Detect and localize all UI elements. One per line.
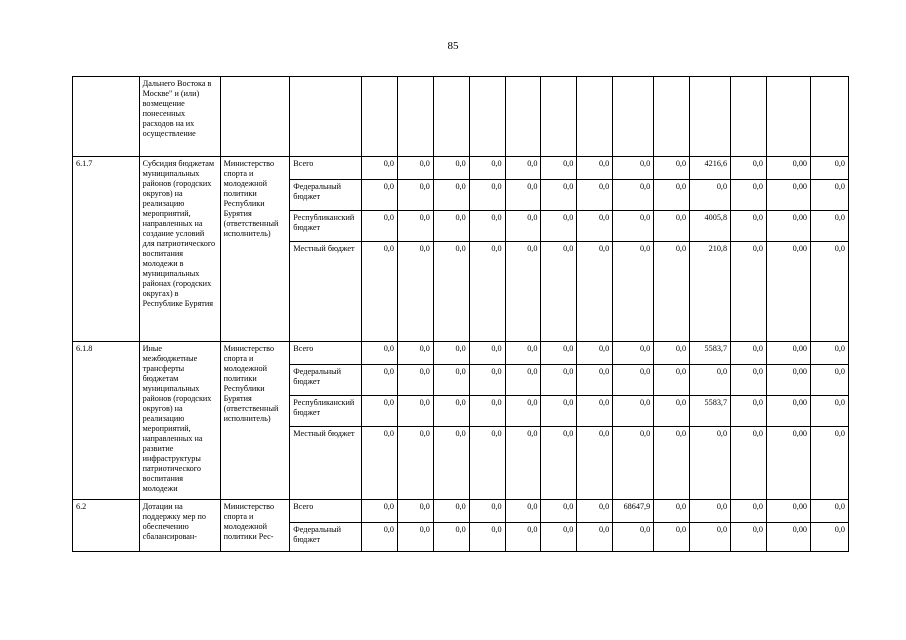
cell-value: 0,0 — [613, 427, 654, 500]
cell-value: 0,0 — [397, 523, 433, 552]
cell-value: 0,0 — [690, 365, 731, 396]
cell-value: 0,0 — [469, 157, 505, 180]
cell-value: 0,0 — [690, 180, 731, 211]
cell-value: 0,0 — [433, 211, 469, 242]
page-number: 85 — [447, 40, 459, 52]
cell-value: 0,0 — [362, 396, 398, 427]
cell-value: 0,0 — [397, 427, 433, 500]
cell-value: 0,0 — [811, 396, 849, 427]
cell-value: 0,0 — [505, 365, 541, 396]
cell-value: 0,0 — [469, 211, 505, 242]
cell-value: 0,0 — [433, 396, 469, 427]
cell-value: 210,8 — [690, 242, 731, 342]
cell-value: 0,0 — [397, 396, 433, 427]
cell-funding-source: Всего — [290, 500, 362, 523]
cell-value: 0,00 — [766, 365, 810, 396]
cell-value: 0,0 — [577, 396, 613, 427]
cell-value: 0,0 — [731, 500, 767, 523]
cell-description: Иные межбюджетные трансферты бюджетам муниципальных районов (городских округов) на реализацию мероприятий, направленных на развитие инфраструктуры патриотического воспитания молодежи — [139, 342, 220, 500]
cell-value: 0,00 — [766, 523, 810, 552]
cell-value: 0,0 — [397, 365, 433, 396]
cell-value: 0,0 — [362, 365, 398, 396]
cell-funding-source: Всего — [290, 157, 362, 180]
cell-value: 0,0 — [654, 427, 690, 500]
cell-value: 0,0 — [654, 523, 690, 552]
cell-value: 0,0 — [469, 342, 505, 365]
cell-value: 0,0 — [577, 342, 613, 365]
cell-value: 0,0 — [654, 396, 690, 427]
cell-value: 0,00 — [766, 342, 810, 365]
cell-value: 0,0 — [433, 365, 469, 396]
cell-value: 0,00 — [766, 211, 810, 242]
cell-value: 0,0 — [577, 242, 613, 342]
cell-value: 0,0 — [505, 342, 541, 365]
cell-code — [73, 77, 140, 157]
cell-value: 0,0 — [505, 157, 541, 180]
cell-value: 0,0 — [469, 500, 505, 523]
cell-value: 0,00 — [766, 427, 810, 500]
cell-value: 0,0 — [811, 523, 849, 552]
cell-value: 0,0 — [654, 180, 690, 211]
cell-description: Субсидия бюджетам муниципальных районов (городских округов) на реализацию мероприятий, направленных на создание условий для патриотического воспитания молодежи в муниципальных районах (городских округах) в Республике Бурятия — [139, 157, 220, 342]
cell-value: 0,0 — [731, 365, 767, 396]
cell-empty — [613, 77, 654, 157]
cell-value: 0,0 — [731, 242, 767, 342]
cell-value: 0,0 — [577, 211, 613, 242]
cell-value: 0,0 — [613, 342, 654, 365]
cell-value: 0,0 — [541, 500, 577, 523]
cell-value: 0,0 — [505, 211, 541, 242]
cell-value: 0,0 — [469, 396, 505, 427]
cell-value: 0,0 — [613, 242, 654, 342]
cell-value: 0,0 — [505, 180, 541, 211]
table-row — [73, 157, 849, 180]
cell-value: 0,0 — [397, 211, 433, 242]
cell-value: 0,0 — [541, 365, 577, 396]
table-row — [73, 342, 849, 365]
cell-value: 0,0 — [433, 427, 469, 500]
cell-value: 0,0 — [690, 523, 731, 552]
cell-empty — [654, 77, 690, 157]
cell-value: 0,00 — [766, 157, 810, 180]
cell-description: Дотации на поддержку мер по обеспечению сбалансирован- — [139, 500, 220, 552]
cell-value: 0,0 — [613, 396, 654, 427]
table-body — [73, 77, 849, 552]
cell-value: 0,0 — [362, 342, 398, 365]
cell-empty — [220, 77, 290, 157]
cell-value: 0,0 — [397, 342, 433, 365]
cell-value: 0,0 — [505, 523, 541, 552]
cell-executor: Министерство спорта и молодежной политики Республики Бурятия (ответственный исполнитель) — [220, 342, 290, 500]
cell-value: 0,0 — [811, 180, 849, 211]
cell-value: 0,00 — [766, 396, 810, 427]
cell-value: 0,00 — [766, 500, 810, 523]
cell-value: 0,0 — [577, 365, 613, 396]
cell-value: 0,0 — [690, 500, 731, 523]
cell-value: 0,0 — [731, 211, 767, 242]
cell-value: 0,0 — [505, 500, 541, 523]
cell-value: 0,0 — [654, 157, 690, 180]
cell-value: 0,0 — [469, 523, 505, 552]
cell-empty — [690, 77, 731, 157]
cell-empty — [577, 77, 613, 157]
cell-value: 0,0 — [613, 523, 654, 552]
cell-value: 0,0 — [505, 427, 541, 500]
cell-value: 0,0 — [811, 500, 849, 523]
cell-value: 0,0 — [541, 427, 577, 500]
cell-value: 0,0 — [469, 180, 505, 211]
cell-value: 4216,6 — [690, 157, 731, 180]
cell-value: 0,0 — [690, 427, 731, 500]
cell-value: 0,0 — [731, 396, 767, 427]
cell-value: 0,0 — [731, 180, 767, 211]
cell-value: 0,0 — [811, 342, 849, 365]
cell-value: 0,0 — [613, 180, 654, 211]
cell-value: 0,0 — [469, 242, 505, 342]
cell-value: 5583,7 — [690, 342, 731, 365]
cell-value: 0,0 — [613, 211, 654, 242]
cell-value: 0,0 — [433, 180, 469, 211]
cell-value: 0,0 — [433, 157, 469, 180]
cell-value: 0,0 — [577, 427, 613, 500]
cell-funding-source: Федеральный бюджет — [290, 365, 362, 396]
cell-value: 0,0 — [505, 242, 541, 342]
cell-value: 0,0 — [397, 157, 433, 180]
cell-empty — [290, 77, 362, 157]
cell-empty — [397, 77, 433, 157]
cell-funding-source: Федеральный бюджет — [290, 523, 362, 552]
cell-funding-source: Всего — [290, 342, 362, 365]
cell-funding-source: Местный бюджет — [290, 427, 362, 500]
cell-value: 0,0 — [577, 180, 613, 211]
cell-value: 68647,9 — [613, 500, 654, 523]
cell-value: 0,0 — [731, 427, 767, 500]
cell-value: 0,00 — [766, 242, 810, 342]
cell-value: 0,0 — [541, 342, 577, 365]
cell-value: 0,0 — [731, 157, 767, 180]
cell-value: 0,0 — [362, 157, 398, 180]
cell-value: 0,0 — [397, 180, 433, 211]
cell-value: 0,0 — [397, 242, 433, 342]
cell-value: 0,0 — [362, 523, 398, 552]
cell-value: 0,0 — [433, 342, 469, 365]
budget-table — [72, 76, 849, 552]
cell-value: 0,0 — [469, 427, 505, 500]
cell-value: 0,0 — [613, 157, 654, 180]
cell-value: 0,0 — [654, 242, 690, 342]
cell-funding-source: Республиканский бюджет — [290, 396, 362, 427]
cell-value: 0,0 — [469, 365, 505, 396]
cell-empty — [469, 77, 505, 157]
cell-value: 0,0 — [654, 365, 690, 396]
cell-code: 6.2 — [73, 500, 140, 552]
cell-value: 0,0 — [433, 500, 469, 523]
cell-value: 0,0 — [577, 500, 613, 523]
cell-empty — [731, 77, 767, 157]
cell-funding-source: Местный бюджет — [290, 242, 362, 342]
cell-value: 0,0 — [811, 365, 849, 396]
cell-empty — [811, 77, 849, 157]
cell-value: 0,0 — [541, 523, 577, 552]
cell-value: 0,0 — [811, 427, 849, 500]
cell-value: 0,0 — [654, 500, 690, 523]
cell-value: 0,0 — [397, 500, 433, 523]
cell-empty — [362, 77, 398, 157]
cell-value: 0,0 — [811, 211, 849, 242]
cell-value: 0,0 — [811, 242, 849, 342]
cell-value: 0,00 — [766, 180, 810, 211]
cell-value: 0,0 — [811, 157, 849, 180]
cell-value: 5583,7 — [690, 396, 731, 427]
cell-value: 0,0 — [362, 211, 398, 242]
cell-value: 0,0 — [541, 242, 577, 342]
cell-value: 0,0 — [362, 242, 398, 342]
cell-code: 6.1.7 — [73, 157, 140, 342]
cell-empty — [505, 77, 541, 157]
cell-value: 0,0 — [731, 342, 767, 365]
cell-value: 0,0 — [541, 157, 577, 180]
cell-value: 0,0 — [577, 157, 613, 180]
cell-value: 0,0 — [505, 396, 541, 427]
cell-value: 0,0 — [362, 427, 398, 500]
cell-empty — [433, 77, 469, 157]
cell-funding-source: Федеральный бюджет — [290, 180, 362, 211]
cell-value: 0,0 — [362, 180, 398, 211]
table-row — [73, 500, 849, 523]
cell-value: 0,0 — [654, 211, 690, 242]
cell-executor: Министерство спорта и молодежной политики Рес- — [220, 500, 290, 552]
cell-empty — [541, 77, 577, 157]
cell-funding-source: Республиканский бюджет — [290, 211, 362, 242]
cell-value: 0,0 — [613, 365, 654, 396]
cell-empty — [766, 77, 810, 157]
cell-value: 0,0 — [362, 500, 398, 523]
cell-value: 0,0 — [731, 523, 767, 552]
cell-code: 6.1.8 — [73, 342, 140, 500]
table-row — [73, 77, 849, 157]
cell-value: 0,0 — [654, 342, 690, 365]
cell-value: 4005,8 — [690, 211, 731, 242]
cell-value: 0,0 — [433, 242, 469, 342]
cell-description: Дальнего Востока в Москве" и (или) возмещение понесенных расходов на их осуществление — [139, 77, 220, 157]
cell-value: 0,0 — [541, 180, 577, 211]
cell-value: 0,0 — [577, 523, 613, 552]
cell-executor: Министерство спорта и молодежной политики Республики Бурятия (ответственный исполнитель) — [220, 157, 290, 342]
cell-value: 0,0 — [541, 211, 577, 242]
cell-value: 0,0 — [541, 396, 577, 427]
cell-value: 0,0 — [433, 523, 469, 552]
